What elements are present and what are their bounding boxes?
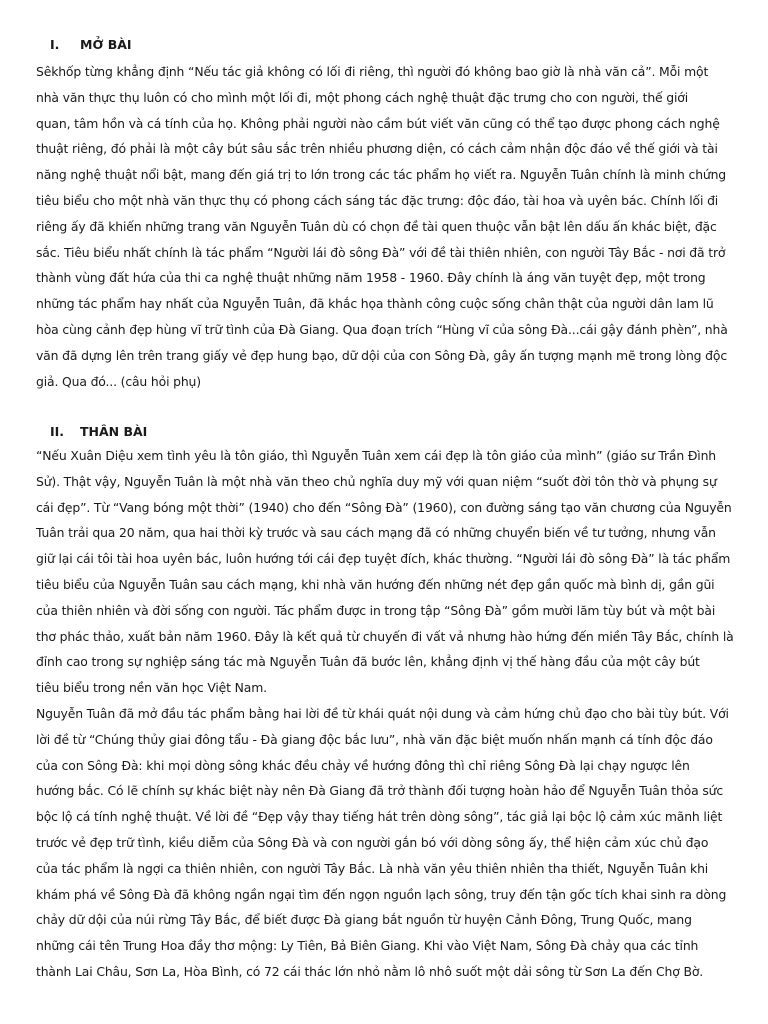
- text-line: riêng ấy đã khiến những trang văn Nguyễn Tuân dù có chọn đề tài quen thuộc vẫn bật lên dấu ấn khác biệt, đặc: [36, 218, 717, 234]
- section-title: MỞ BÀI: [80, 36, 132, 52]
- text-line: hướng bắc. Có lẽ chính sự khác biệt này nên Đà Giang đã trở thành đối tượng hoàn hảo để Nguyễn Tuân thỏa sức: [36, 783, 723, 799]
- text-line: khám phá về Sông Đà đã không ngần ngại tìm đến ngọn nguồn lạch sông, truy đến tận gốc tích khai sinh ra dòng: [36, 886, 727, 902]
- text-line: thành Lai Châu, Sơn La, Hòa Bình, có 72 cái thác lớn nhỏ nằm lô nhô suốt một dải sông từ Sơn La đến Chợ Bờ.: [36, 963, 704, 979]
- text-line: của con Sông Đà: khi mọi dòng sông khác đều chảy về hướng đông thì chỉ riêng Sông Đà lại chạy ngược lên: [36, 757, 690, 773]
- text-line: thành vùng đất hứa của thi ca nghệ thuật những năm 1958 - 1960. Đây chính là áng văn tuyệt đẹp, một trong: [36, 270, 706, 286]
- section-title: THÂN BÀI: [80, 423, 148, 439]
- text-line: quan, tâm hồn và cá tính của họ. Không phải người nào cầm bút viết văn cũng có thể tạo được phong cách nghệ: [36, 115, 720, 131]
- text-line: đỉnh cao trong sự nghiệp sáng tác mà Nguyễn Tuân đã bước lên, khẳng định vị thế hàng đầu của một cây bút: [36, 654, 700, 670]
- section-heading-than-bai: [36, 421, 147, 441]
- text-line: giả. Qua đó... (câu hỏi phụ): [36, 373, 201, 389]
- text-line: tiêu biểu của Nguyễn Tuân sau cách mạng, khi nhà văn hướng đến những nét đẹp gần quốc mà bình dị, gần gũi: [36, 576, 715, 592]
- text-line: Tuân trải qua 20 năm, qua hai thời kỳ trước và sau cách mạng đã có những chuyển biến về tư tưởng, nhưng vẫn: [36, 525, 716, 541]
- section-number: II.: [50, 423, 65, 439]
- text-line: Nguyễn Tuân đã mở đầu tác phẩm bằng hai lời đề từ khái quát nội dung và cảm hứng chủ đạo cho bài tùy bút. Với: [36, 705, 729, 721]
- text-line: thơ phác thảo, xuất bản năm 1960. Đây là kết quả từ chuyến đi vất vả nhưng hào hứng đến miền Tây Bắc, chính là: [36, 628, 734, 644]
- text-line: lời đề từ “Chúng thủy giai đông tẩu - Đà giang độc bắc lưu”, nhà văn đặc biệt muốn nhấn mạnh cá tính độc đáo: [36, 731, 713, 747]
- text-line: hòa cùng cảnh đẹp hùng vĩ trữ tình của Đà Giang. Qua đoạn trích “Hùng vĩ của sông Đà...cái gậy đánh phèn”, nhà: [36, 321, 728, 337]
- text-line: của thiên nhiên và đời sống con người. Tác phẩm được in trong tập “Sông Đà” gồm mười lăm tùy bút và một bài: [36, 602, 716, 618]
- mo-bai-paragraph: [36, 59, 740, 394]
- text-line: năng nghệ thuật nổi bật, mang đến giá trị to lớn trong các tác phẩm họ viết ra. Nguyễn Tuân chính là minh chứng: [36, 167, 727, 183]
- text-line: bộc lộ cá tính nghệ thuật. Về lời đề “Đẹp vậy thay tiếng hát trên dòng sông”, tác giả lại bộc lộ cảm xúc mãnh liệt: [36, 809, 723, 825]
- text-line: sắc. Tiêu biểu nhất chính là tác phẩm “Người lái đò sông Đà” với đề tài thiên nhiên, con người Tây Bắc - nơi đã trở: [36, 244, 726, 260]
- section-number: I.: [50, 36, 60, 52]
- text-line: những tác phẩm hay nhất của Nguyễn Tuân, đã khắc họa thành công cuộc sống chân thật của người dân lam lũ: [36, 296, 714, 312]
- text-line: tiêu biểu cho một nhà văn thực thụ có phong cách sáng tác đặc trưng: độc đáo, tài hoa và uyên bác. Chính lối đi: [36, 192, 719, 208]
- text-line: Sêkhốp từng khẳng định “Nếu tác giả không có lối đi riêng, thì người đó không bao giờ là nhà văn cả”. Mỗi một: [36, 64, 709, 79]
- text-line: nhà văn thực thụ luôn có cho mình một lối đi, một phong cách nghệ thuật đặc trưng cho con người, thế giới: [36, 89, 689, 105]
- than-bai-paragraph: [36, 443, 740, 985]
- text-line: văn đã dựng lên trên trang giấy vẻ đẹp hung bạo, dữ dội của con Sông Đà, gây ấn tượng mạnh mẽ trong lòng độc: [36, 347, 727, 363]
- text-line: tiêu biểu trong nền văn học Việt Nam.: [36, 680, 267, 696]
- text-line: cái đẹp”. Từ “Vang bóng một thời” (1940) cho đến “Sông Đà” (1960), con đường sáng tạo văn chương của Nguyễn: [36, 499, 732, 515]
- text-line: những cái tên Trung Hoa đầy thơ mộng: Ly Tiên, Bả Biên Giang. Khi vào Việt Nam, Sông Đà chảy qua các tỉnh: [36, 938, 699, 954]
- section-heading-mo-bai: [36, 34, 132, 54]
- text-line: “Nếu Xuân Diệu xem tình yêu là tôn giáo, thì Nguyễn Tuân xem cái đẹp là tôn giáo của mình” (giáo sư Trần Đình: [36, 448, 717, 463]
- text-line: của tác phẩm là ngợi ca thiên nhiên, con người Tây Bắc. Là nhà văn yêu thiên nhiên tha thiết, Nguyễn Tuân khi: [36, 860, 709, 876]
- text-line: trước vẻ đẹp trữ tình, kiều diễm của Sông Đà và con người gắn bó với dòng sông ấy, thể hiện cảm xúc chủ đạo: [36, 834, 709, 850]
- text-line: Sử). Thật vậy, Nguyễn Tuân là một nhà văn theo chủ nghĩa duy mỹ với quan niệm “suốt đời tôn thờ và phụng sự: [36, 473, 717, 489]
- text-line: thuật riêng, đó phải là một cây bút sâu sắc trên nhiều phương diện, có cách cảm nhận độc đáo về thế giới và tài: [36, 141, 718, 157]
- text-line: chảy dữ dội của núi rừng Tây Bắc, để biết được Đà giang bắt nguồn từ huyện Cảnh Đông, Trung Quốc, mang: [36, 912, 692, 928]
- text-line: giữ lại cái tôi tài hoa uyên bác, luôn hướng tới cái đẹp tuyệt đích, khác thường. “Người lái đò sông Đà” là tác phẩm: [36, 551, 731, 567]
